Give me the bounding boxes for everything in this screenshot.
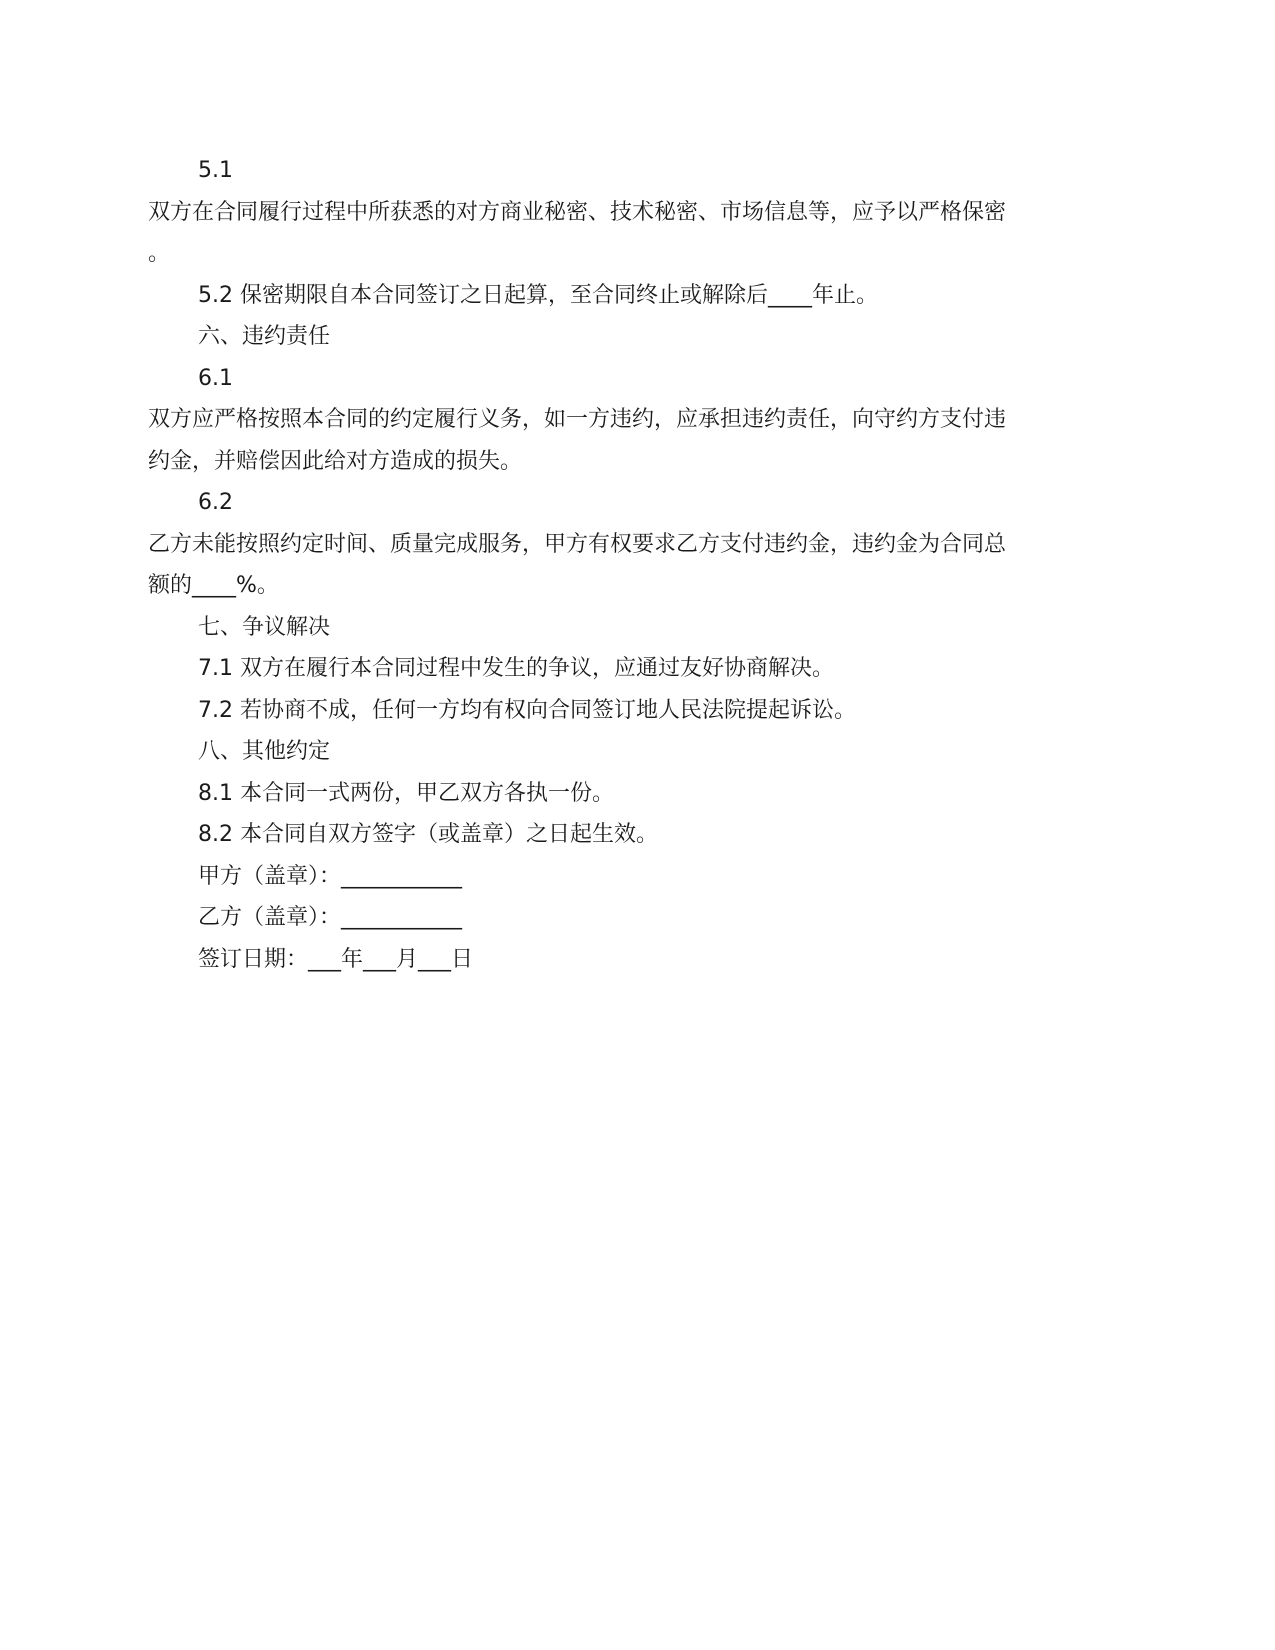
clause-6-2-text-line-1: 乙方未能按照约定时间、质量完成服务，甲方有权要求乙方支付违约金，违约金为合同总 <box>148 531 1007 557</box>
party-a-signature: 甲方（盖章）：___________ <box>198 863 463 889</box>
document-page <box>148 150 1128 980</box>
section-heading-6: 六、违约责任 <box>198 324 331 349</box>
clause-8-1: 8.1 本合同一式两份，甲乙双方各执一份。 <box>198 780 614 806</box>
clause-5-1-number: 5.1 <box>198 158 233 183</box>
clause-7-1: 7.1 双方在履行本合同过程中发生的争议，应通过友好协商解决。 <box>198 656 834 681</box>
clause-6-1-text-line-2: 约金，并赔偿因此给对方造成的损失。 <box>148 448 523 474</box>
clause-6-2-text-line-2: 额的____%。 <box>148 573 279 598</box>
clause-6-1-number: 6.1 <box>198 365 233 391</box>
section-heading-7: 七、争议解决 <box>198 614 331 640</box>
clause-6-2-number: 6.2 <box>198 490 233 515</box>
clause-5-1-text: 双方在合同履行过程中所获悉的对方商业秘密、技术秘密、市场信息等，应予以严格保密 <box>148 199 1007 225</box>
clause-5-2: 5.2 保密期限自本合同签订之日起算，至合同终止或解除后____年止。 <box>198 282 878 308</box>
section-heading-8: 八、其他约定 <box>198 739 331 764</box>
signing-date: 签订日期：___年___月___日 <box>198 946 474 972</box>
clause-7-2: 7.2 若协商不成，任何一方均有权向合同签订地人民法院提起诉讼。 <box>198 697 856 723</box>
clause-5-1-text-end: 。 <box>148 241 171 266</box>
party-b-signature: 乙方（盖章）：___________ <box>198 905 463 930</box>
clause-8-2: 8.2 本合同自双方签字（或盖章）之日起生效。 <box>198 822 658 847</box>
clause-6-1-text-line-1: 双方应严格按照本合同的约定履行义务，如一方违约，应承担违约责任，向守约方支付违 <box>148 407 1007 432</box>
